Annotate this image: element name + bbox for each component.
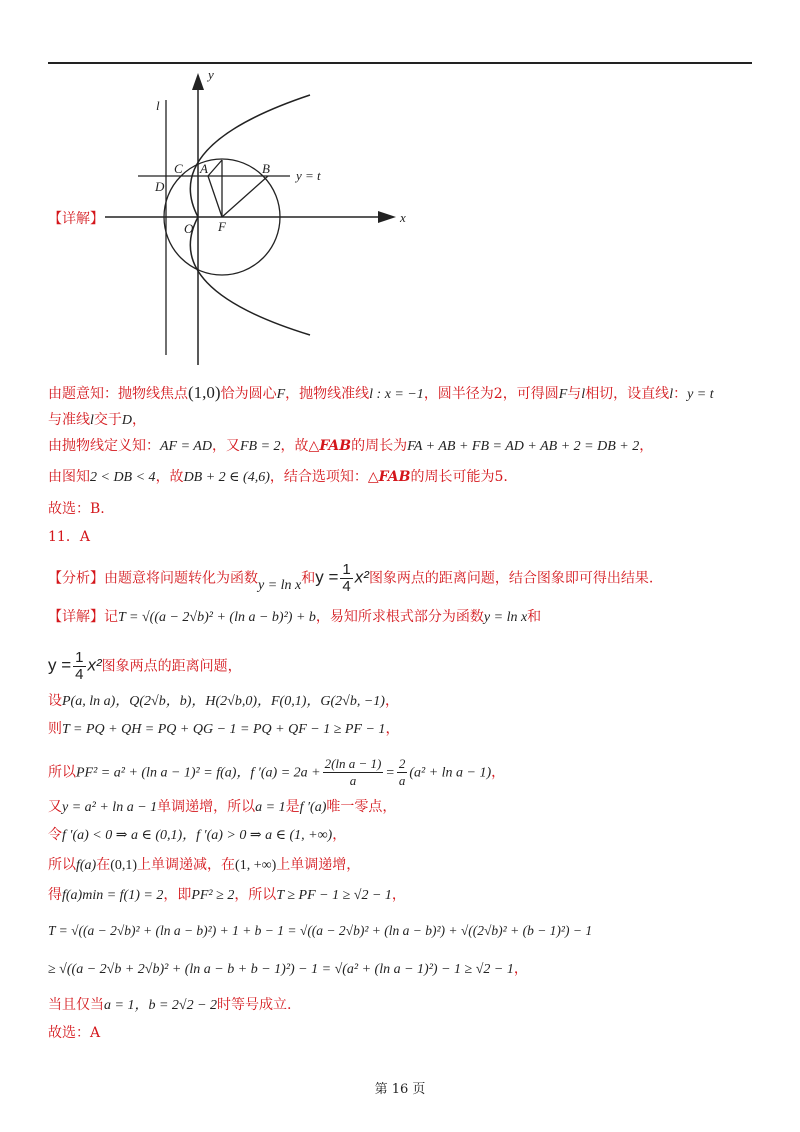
q11-detail-1: 【详解】记T = √((a − 2√b)² + (ln a − b)²) + b，易知所求根式部分为函数y = ln x和	[48, 609, 542, 625]
detail-label: 【详解】	[48, 211, 104, 227]
q11-answer: 故选：A	[48, 1025, 101, 1041]
label-f: F	[218, 219, 226, 234]
label-l: l	[156, 98, 160, 113]
q10-answer: 故选：B.	[48, 501, 105, 517]
segment-fb	[222, 176, 268, 217]
segment-fa	[208, 176, 222, 217]
label-a: A	[200, 161, 208, 176]
y-axis-arrow	[192, 73, 204, 90]
q11-let: 令f ′(a) < 0 ⇒ a ∈ (0,1)，f ′(a) > 0 ⇒ a ∈ (1, +∞)，	[48, 827, 347, 843]
label-d: D	[155, 179, 165, 194]
label-c: C	[174, 161, 183, 176]
label-y: y	[208, 67, 214, 82]
parabola-figure	[100, 65, 430, 365]
q11-eq-1: T = √((a − 2√b)² + (ln a − b)²) + 1 + b − 1 = √((a − 2√b)² + (ln a − b)²) + √((2√b)² + (b − 1)²) − 1	[48, 923, 593, 938]
parabola	[190, 95, 310, 335]
q11-so: 所以PF² = a² + (ln a − 1)² = f(a)，f ′(a) = 2a + $\frac{\text{2(ln a − 1)}}{a}$ = $\frac{2}{a}$ (a² + ln a − 1)，	[48, 756, 506, 788]
page-number: 第 16 页	[374, 1082, 426, 1097]
q11-when: 当且仅当a = 1，b = 2√2 − 2时等号成立.	[48, 997, 292, 1013]
q10-line-4: 由图知2 < DB < 4，故DB + 2 ∈ (4,6)，结合选项知：△FAB的周长可能为5.	[48, 469, 508, 485]
header-rule	[48, 62, 752, 64]
q10-line-2: 与准线l交于D，	[48, 412, 147, 428]
q11-detail-2: y = $\frac{1}{4}$ x²图象两点的距离问题，	[48, 649, 242, 683]
q11-head: 11．A	[48, 529, 90, 545]
label-b: B	[262, 161, 270, 176]
q11-analysis: 【分析】由题意将问题转化为函数y = ln x和y = $\frac{1}{4}$ x²图象两点的距离问题，结合图象即可得出结果.	[48, 561, 654, 595]
q11-get: 得f(a)min = f(1) = 2，即PF² ≥ 2，所以T ≥ PF − 1 ≥ √2 − 1，	[48, 887, 406, 903]
label-o: O	[184, 221, 194, 236]
q11-then: 则T = PQ + QH = PQ + QG − 1 = PQ + QF − 1 ≥ PF − 1，	[48, 721, 400, 737]
label-y-t: y = t	[296, 168, 321, 183]
q11-set: 设P(a, ln a)，Q(2√b，b)，H(2√b,0)，F(0,1)，G(2√b, −1)，	[48, 693, 399, 709]
q10-line-1: 由题意知：抛物线焦点(1,0)恰为圆心F，抛物线准线l : x = −1，圆半径为2，可得圆F与l相切，设直线l：y = t	[48, 383, 714, 402]
q11-also: 又y = a² + ln a − 1单调递增，所以a = 1是f ′(a)唯一零点，	[48, 799, 397, 815]
x-axis-arrow	[378, 211, 396, 223]
segment-a-top	[208, 160, 222, 176]
q11-mono: 所以f(a)在(0,1)上单调递减，在(1, +∞)上单调递增，	[48, 857, 361, 873]
q11-eq-2: ≥ √((a − 2√b + 2√b)² + (ln a − b + b − 1)²) − 1 = √(a² + (ln a − 1)²) − 1 ≥ √2 − 1，	[48, 961, 528, 977]
label-x: x	[400, 210, 406, 225]
q10-line-3: 由抛物线定义知：AF = AD，又FB = 2，故△FAB的周长为FA + AB + FB = AD + AB + 2 = DB + 2，	[48, 438, 654, 454]
